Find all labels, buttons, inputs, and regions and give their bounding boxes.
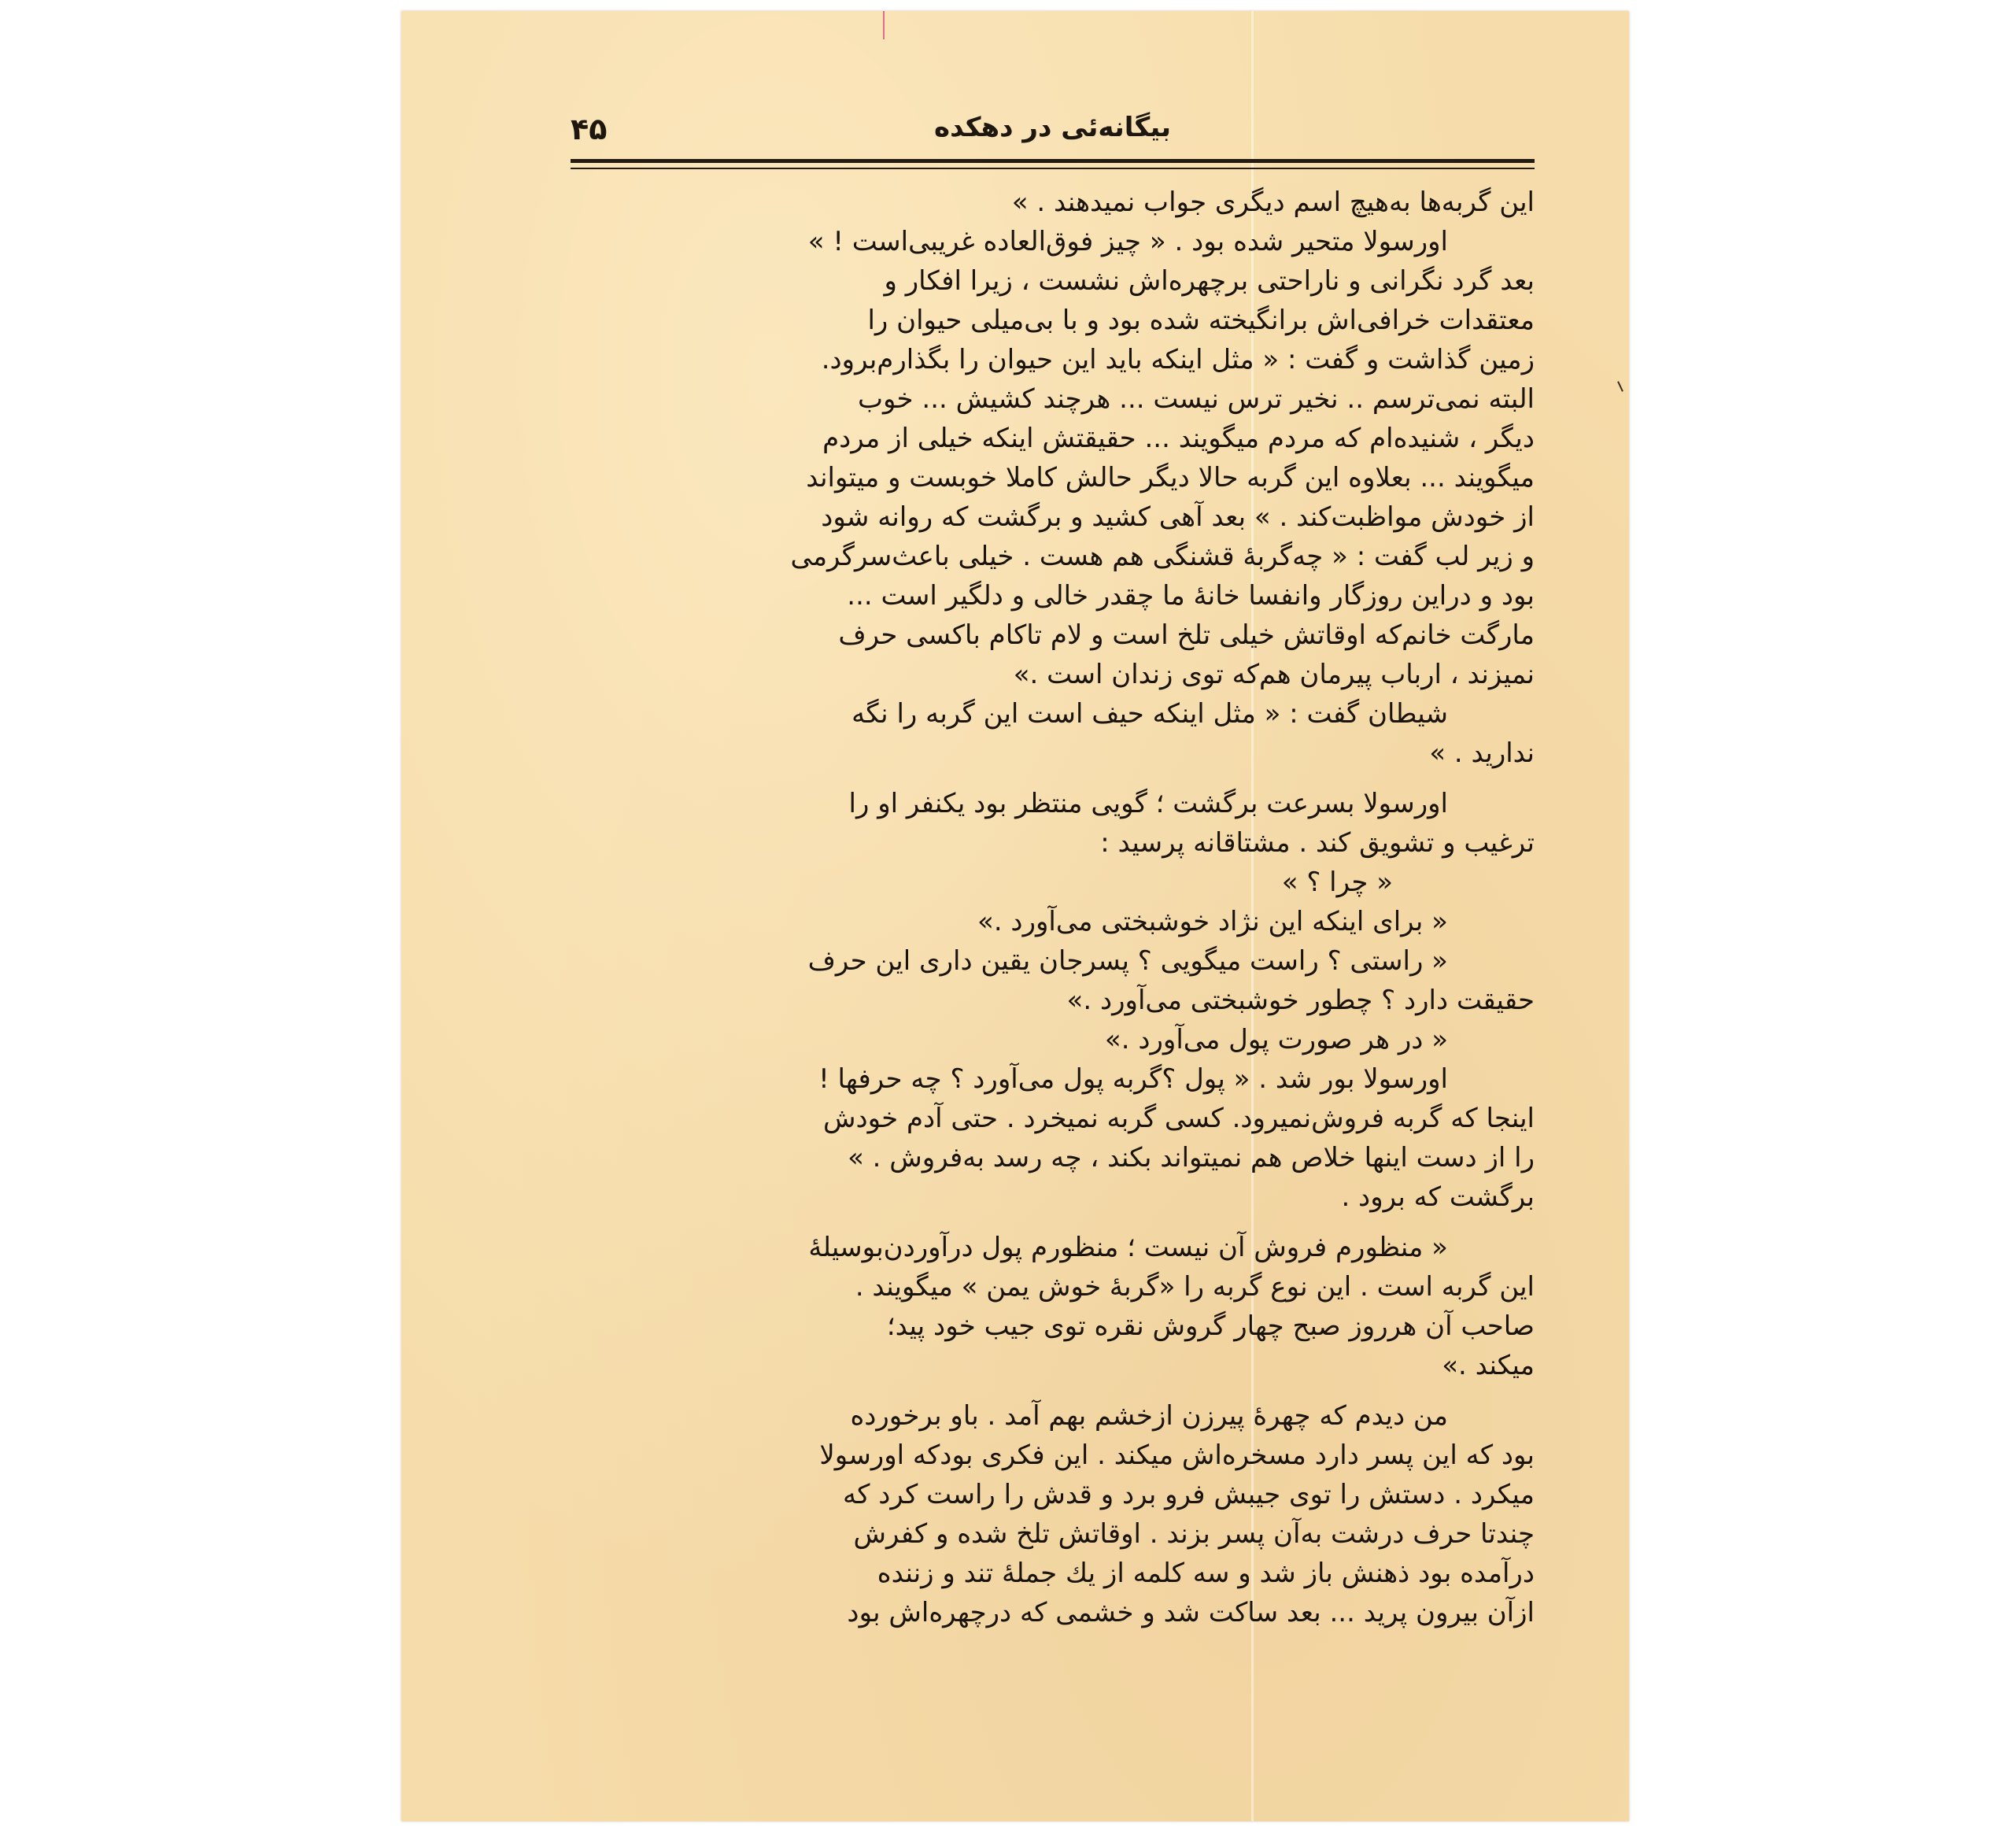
text-line: میکند .»	[1442, 1350, 1535, 1381]
text-line: « منظورم فروش آن نیست ؛ منظورم پول درآوردن‌بوسیلهٔ	[808, 1232, 1448, 1263]
text-line: میکرد . دستش را توی جیبش فرو برد و قدش را راست کرد که	[842, 1479, 1535, 1510]
running-title: بیگانه‌ئی در دهکده	[934, 112, 1171, 143]
text-line: و زیر لب گفت : « چه‌گربهٔ قشنگی هم هست . خیلی باعث‌سرگرمی	[790, 541, 1535, 572]
text-line: بعد گرد نگرانی و ناراحتی برچهره‌اش نشست ، زیرا افکار و	[884, 265, 1535, 297]
header-rule-thick	[571, 159, 1535, 163]
text-line: چندتا حرف درشت به‌آن پسر بزند . اوقاتش تلخ شده و کفرش	[853, 1518, 1535, 1550]
text-line: من دیدم که چهرهٔ پیرزن ازخشم بهم آمد . باو برخورده	[850, 1400, 1448, 1432]
text-line: مارگت خانم‌که اوقاتش خیلی تلخ است و لام تاکام باکسی حرف	[838, 619, 1535, 651]
text-line: میگویند ... بعلاوه این گربه حالا دیگر حالش کاملا خوبست و میتواند	[806, 462, 1535, 493]
text-line: ازآن بیرون پرید ... بعد ساکت شد و خشمی که درچهره‌اش بود	[847, 1597, 1535, 1628]
text-line: بود و دراین روزگار وانفسا خانهٔ ما چقدر خالی و دلگیر است ...	[847, 580, 1535, 612]
stray-mark	[1617, 381, 1623, 392]
text-line: نمیزند ، ارباب پیرمان هم‌که توی زندان است .»	[1013, 659, 1535, 690]
page-header	[571, 112, 1535, 159]
text-line: از خودش مواظبت‌کند . » بعد آهی کشید و برگشت که روانه شود	[821, 501, 1535, 533]
text-line: معتقدات خرافی‌اش برانگیخته شده بود و با بی‌میلی حیوان را	[867, 305, 1535, 336]
text-line: حقیقت دارد ؟ چطور خوشبختی می‌آورد .»	[1066, 985, 1535, 1016]
text-line: این گربه‌ها به‌هیچ اسم دیگری جواب نمیدهند . »	[1011, 187, 1535, 218]
text-line: برگشت که برود .	[1341, 1181, 1535, 1213]
header-rule-thin	[571, 168, 1535, 169]
text-line: ترغیب و تشویق کند . مشتاقانه پرسید :	[1100, 827, 1535, 859]
text-line: را از دست اینها خلاص هم نمیتواند بکند ، چه رسد به‌فروش . »	[848, 1142, 1535, 1173]
text-line: بود که این پسر دارد مسخره‌اش میکند . این فکری بودکه اورسولا	[819, 1440, 1535, 1471]
text-line: شیطان گفت : « مثل اینکه حیف است این گربه را نگه	[851, 698, 1448, 730]
text-line: دیگر ، شنیده‌ام که مردم میگویند ... حقیقتش اینکه خیلی از مردم	[822, 423, 1535, 454]
page-number: ۴۵	[571, 112, 608, 146]
text-line: « راستی ؟ راست میگویی ؟ پسرجان یقین داری این حرف	[807, 945, 1448, 977]
text-line: اورسولا بور شد . « پول ؟گربه پول می‌آورد ؟ چه حرفها !	[818, 1063, 1448, 1095]
text-line: « چرا ؟ »	[1281, 867, 1393, 898]
text-line: این گربه است . این نوع گربه را «گربهٔ خوش یمن » میگویند .	[855, 1271, 1535, 1303]
text-line: زمین گذاشت و گفت : « مثل اینکه باید این حیوان را بگذارم‌برود.	[821, 344, 1535, 375]
text-line: اورسولا متحیر شده بود . « چیز فوق‌العاده غریبی‌است ! »	[807, 226, 1448, 257]
ink-mark	[883, 11, 885, 39]
text-line: اینجا که گربه فروش‌نمیرود. کسی گربه نمیخرد . حتی آدم خودش	[822, 1103, 1535, 1134]
body-text	[571, 183, 1535, 1632]
text-line: درآمده بود ذهنش باز شد و سه کلمه از یك جملهٔ تند و زننده	[877, 1558, 1535, 1589]
book-page	[401, 11, 1629, 1821]
text-line: « برای اینکه این نژاد خوشبختی می‌آورد .»	[977, 906, 1448, 937]
text-line: اورسولا بسرعت برگشت ؛ گویی منتظر بود یکنفر او را	[848, 788, 1448, 819]
text-line: « در هر صورت پول می‌آورد .»	[1104, 1024, 1448, 1055]
text-line: البته نمی‌ترسم .. نخیر ترس نیست ... هرچند کشیش ... خوب	[857, 383, 1535, 415]
text-line: صاحب آن هرروز صبح چهار گروش نقره توی جیب خود پید؛	[886, 1310, 1535, 1342]
text-line: ندارید . »	[1429, 737, 1535, 769]
